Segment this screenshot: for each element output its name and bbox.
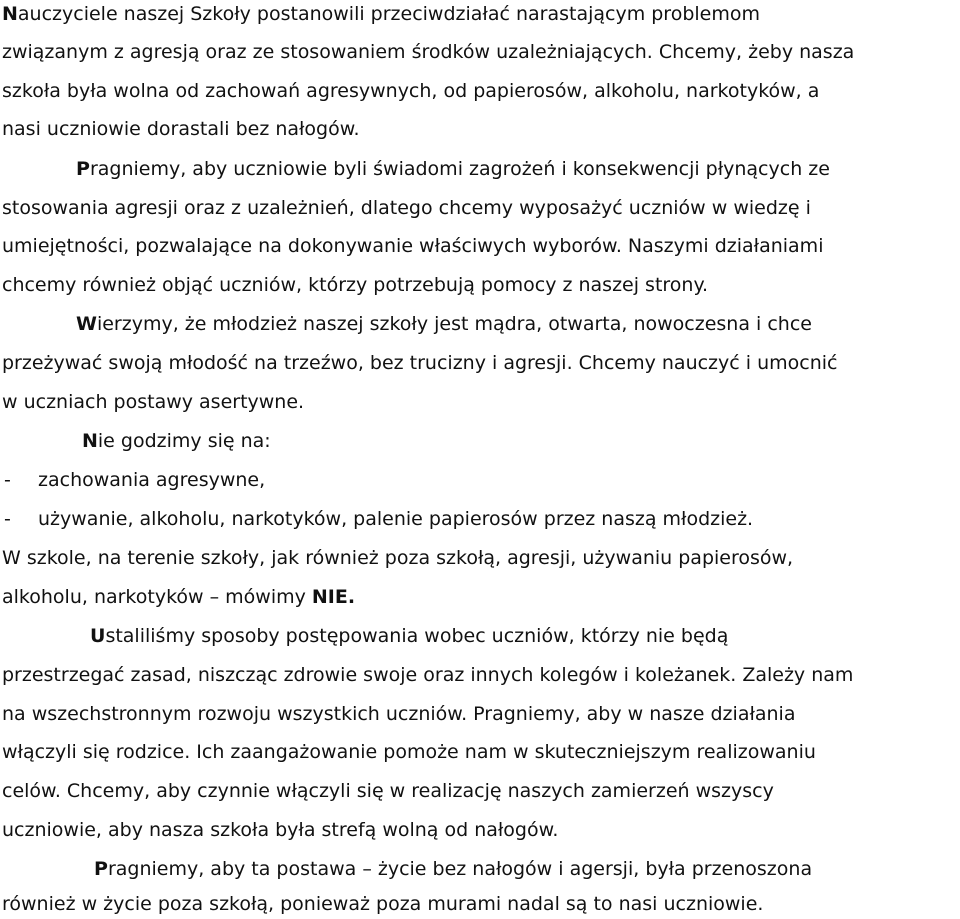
- paragraph-3-line-2: przeżywać swoją młodość na trzeźwo, bez trucizny i agresji. Chcemy nauczyć i umocnić: [2, 352, 838, 374]
- paragraph-6-line-4: włączyli się rodzice. Ich zaangażowanie pomoże nam w skuteczniejszym realizowaniu: [2, 741, 816, 763]
- drop-letter: P: [76, 158, 90, 180]
- list-marker: -: [4, 508, 11, 530]
- drop-letter: N: [82, 430, 98, 452]
- paragraph-7-line-1: Pragniemy, aby ta postawa – życie bez nałogów i agersji, była przenoszona: [94, 858, 813, 880]
- paragraph-6-line-2: przestrzegać zasad, niszcząc zdrowie swoje oraz innych kolegów i koleżanek. Zależy nam: [2, 664, 854, 686]
- drop-letter: U: [90, 625, 106, 647]
- paragraph-2-line-2: stosowania agresji oraz z uzależnień, dlatego chcemy wyposażyć uczniów w wiedzę i: [2, 197, 811, 219]
- paragraph-6-line-5: celów. Chcemy, aby czynnie włączyli się w realizację naszych zamierzeń wszyscy: [2, 780, 774, 802]
- paragraph-6-line-1: Ustaliliśmy sposoby postępowania wobec uczniów, którzy nie będą: [90, 625, 729, 647]
- paragraph-3-line-3: w uczniach postawy asertywne.: [2, 391, 305, 413]
- paragraph-5-line-1: W szkole, na terenie szkoły, jak również poza szkołą, agresji, używaniu papierosów,: [2, 547, 794, 569]
- drop-letter: P: [94, 858, 108, 880]
- paragraph-6-line-3: na wszechstronnym rozwoju wszystkich uczniów. Pragniemy, aby w nasze działania: [2, 703, 796, 725]
- paragraph-4-line-1: Nie godzimy się na:: [82, 430, 271, 452]
- paragraph-1-line-3: szkoła była wolna od zachowań agresywnych, od papierosów, alkoholu, narkotyków, a: [2, 80, 820, 102]
- emphasis-nie: NIE.: [311, 586, 356, 608]
- paragraph-2-line-3: umiejętności, pozwalające na dokonywanie właściwych wyborów. Naszymi działaniami: [2, 235, 824, 257]
- paragraph-1-line-1: Nauczyciele naszej Szkoły postanowili przeciwdziałać narastającym problemom: [2, 3, 760, 25]
- list-item: używanie, alkoholu, narkotyków, palenie papierosów przez naszą młodzież.: [38, 508, 754, 530]
- paragraph-5-line-2: alkoholu, narkotyków – mówimy NIE.: [2, 586, 356, 608]
- drop-letter: N: [2, 3, 18, 25]
- paragraph-2-line-1: Pragniemy, aby uczniowie byli świadomi zagrożeń i konsekwencji płynących ze: [76, 158, 830, 180]
- drop-letter: W: [76, 313, 97, 335]
- paragraph-1-line-4: nasi uczniowie dorastali bez nałogów.: [2, 118, 360, 140]
- paragraph-2-line-4: chcemy również objąć uczniów, którzy potrzebują pomocy z naszej strony.: [2, 274, 709, 296]
- paragraph-3-line-1: Wierzymy, że młodzież naszej szkoły jest mądra, otwarta, nowoczesna i chce: [76, 313, 812, 335]
- paragraph-7-line-2: również w życie poza szkołą, ponieważ poza murami nadal są to nasi uczniowie.: [2, 893, 764, 915]
- paragraph-6-line-6: uczniowie, aby nasza szkoła była strefą wolną od nałogów.: [2, 819, 559, 841]
- paragraph-1-line-2: związanym z agresją oraz ze stosowaniem środków uzależniających. Chcemy, żeby nasza: [2, 41, 855, 63]
- list-marker: -: [4, 469, 11, 491]
- list-item: zachowania agresywne,: [38, 469, 266, 491]
